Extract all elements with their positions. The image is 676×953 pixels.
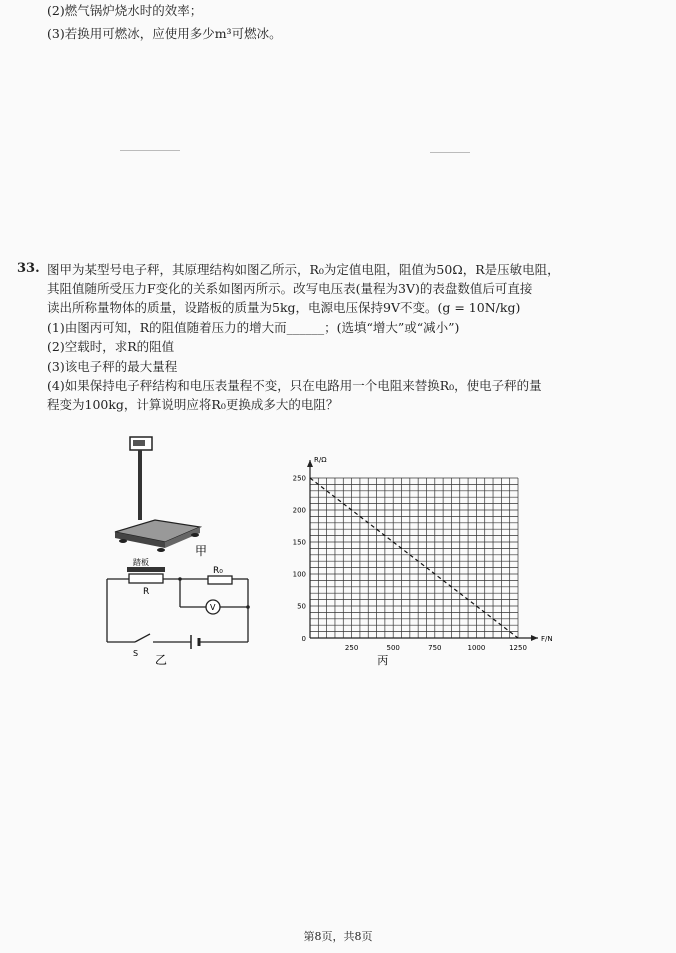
question-part-4: (4)如果保持电子秤结构和电压表量程不变，只在电路用一个电阻来替换R₀，使电子秤的量 [47,378,542,393]
question-stem-line: 读出所称量物体的质量，设踏板的质量为5kg，电源电压保持9V不变。(g = 10N/kg) [47,300,521,315]
scale-foot [157,548,165,552]
scan-artifact [430,152,470,153]
resistance-force-chart [280,450,553,675]
label-yi: 乙 [155,653,168,667]
label-jia: 甲 [195,544,208,558]
question-part-2: (2)空载时，求R的阻值 [47,339,175,354]
prev-question-part3: (3)若换用可燃冰，应使用多少m³可燃冰。 [47,26,282,41]
label-v: V [210,603,216,612]
x-axis-label: F/N [541,635,553,643]
junction-dot [178,577,182,581]
x-tick-label: 750 [428,644,442,652]
y-tick-label: 100 [292,570,306,579]
x-tick-label: 250 [344,644,359,652]
pressure-resistor [129,574,163,583]
scale-foot [119,539,127,543]
chart-axes [307,460,538,641]
circuit-wires [107,579,248,642]
pedal [127,567,165,572]
junction-dot [246,605,250,609]
question-stem-line: 图甲为某型号电子秤，其原理结构如图乙所示，R₀为定值电阻，阻值为50Ω，R是压敏电阻， [47,262,560,277]
question-part-3: (3)该电子秤的最大量程 [47,359,178,374]
chart-grid [310,478,518,638]
question-part-4-continued: 程变为100kg，计算说明应将R₀更换成多大的电阻？ [47,397,339,412]
series-line [310,478,518,638]
label-taban: 踏板 [133,558,149,567]
x-axis-arrow [531,635,538,641]
question-part-1: (1)由图丙可知，R的阻值随着压力的增大而______；(选填“增大”或“减小”) [47,320,460,335]
scan-artifact [120,150,180,151]
chart-series [310,478,518,638]
label-r: R [143,587,150,597]
scale-column [138,450,142,520]
x-tick-label: 1000 [467,644,486,652]
y-axis-arrow [307,460,313,467]
y-tick-label: 50 [297,602,306,611]
page-footer: 第8页，共8页 [303,930,373,943]
y-tick-label: 150 [292,538,306,547]
label-s: S [133,649,139,658]
scale-display-screen [133,440,145,446]
x-tick-label: 1250 [509,644,527,652]
chart-caption: 丙 [377,654,389,667]
prev-question-part2: (2)燃气锅炉烧水时的效率； [47,3,203,18]
x-tick-label: 500 [386,644,400,652]
y-axis-label: R/Ω [314,456,327,464]
scale-and-circuit-figure [95,432,270,667]
scale-foot [191,533,199,537]
question-number: 33. [17,261,40,276]
label-r0: R₀ [213,566,223,576]
y-tick-label: 200 [292,506,306,515]
fixed-resistor [208,576,232,584]
y-tick-label: 250 [292,474,306,483]
origin-label: 0 [301,635,306,643]
question-stem-line: 其阻值随所受压力F变化的关系如图丙所示。改写电压表(量程为3V)的表盘数值后可直接 [47,281,533,296]
